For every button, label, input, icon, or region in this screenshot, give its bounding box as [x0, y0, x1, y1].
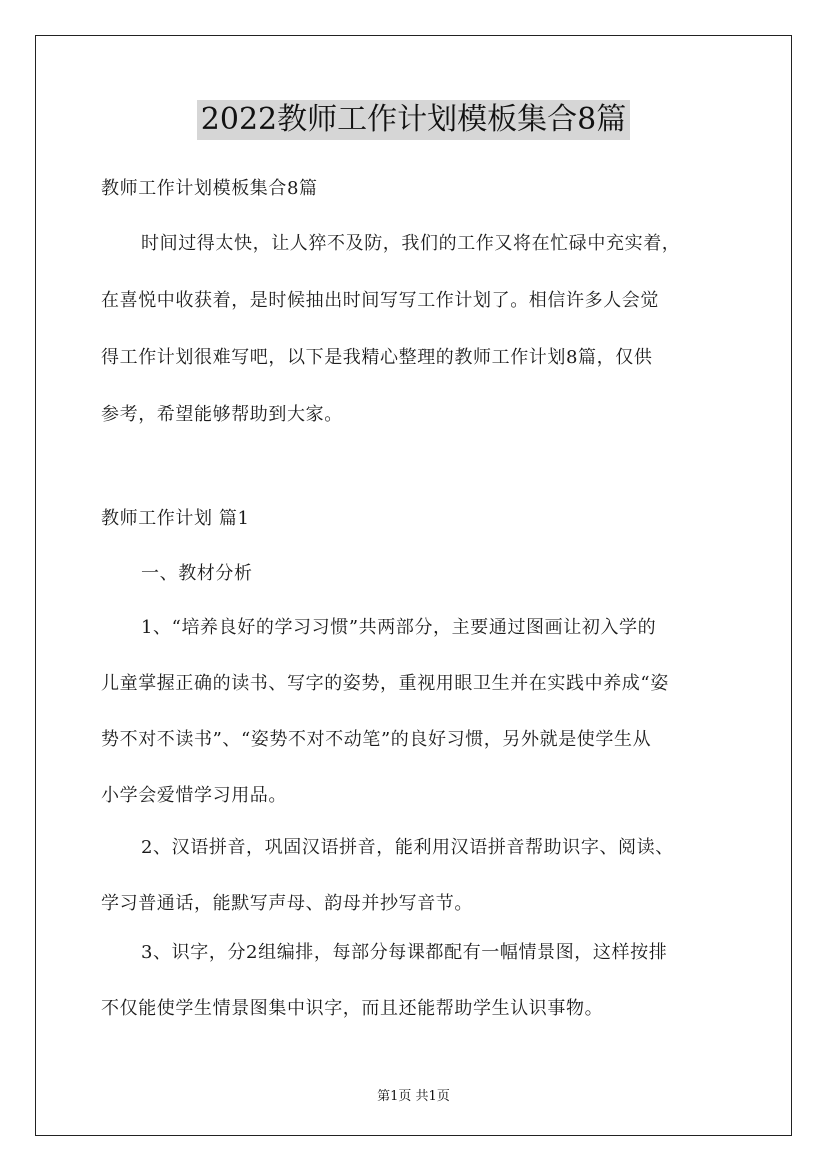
item-2-line: 2、汉语拼音，巩固汉语拼音，能利用汉语拼音帮助识字、阅读、	[141, 837, 674, 858]
item-1-line: 小学会爱惜学习用品。	[101, 785, 287, 806]
document-subtitle: 教师工作计划模板集合8篇	[101, 178, 318, 199]
item-3-line: 不仅能使学生情景图集中识字，而且还能帮助学生认识事物。	[101, 998, 604, 1019]
section-heading: 一、教材分析	[141, 563, 253, 584]
item-3-line: 3、识字，分2组编排，每部分每课都配有一幅情景图，这样按排	[141, 942, 668, 963]
item-1-line: 势不对不读书”、“姿势不对不动笔”的良好习惯，另外就是使学生从	[101, 729, 652, 750]
item-2-line: 学习普通话，能默写声母、韵母并抄写音节。	[101, 893, 473, 914]
intro-paragraph	[101, 229, 680, 457]
section-title: 教师工作计划 篇1	[101, 508, 250, 529]
item-1-line: 1、“培养良好的学习习惯”共两部分，主要通过图画让初入学的	[141, 617, 657, 638]
intro-line: 得工作计划很难写吧，以下是我精心整理的教师工作计划8篇，仅供	[101, 347, 653, 368]
intro-line: 时间过得太快，让人猝不及防，我们的工作又将在忙碌中充实着，	[141, 233, 681, 254]
page-footer: 第1页 共1页	[377, 1089, 450, 1104]
item-3-paragraph	[101, 938, 667, 1050]
document-title: 2022教师工作计划模板集合8篇	[197, 100, 630, 140]
intro-line: 参考，希望能够帮助到大家。	[101, 404, 343, 425]
item-1-paragraph	[101, 613, 669, 837]
intro-line: 在喜悦中收获着，是时候抽出时间写写工作计划了。相信许多人会觉	[101, 290, 659, 311]
item-2-paragraph	[101, 833, 674, 945]
item-1-line: 儿童掌握正确的读书、写字的姿势，重视用眼卫生并在实践中养成“姿	[101, 673, 669, 694]
title-wrap	[0, 100, 827, 140]
